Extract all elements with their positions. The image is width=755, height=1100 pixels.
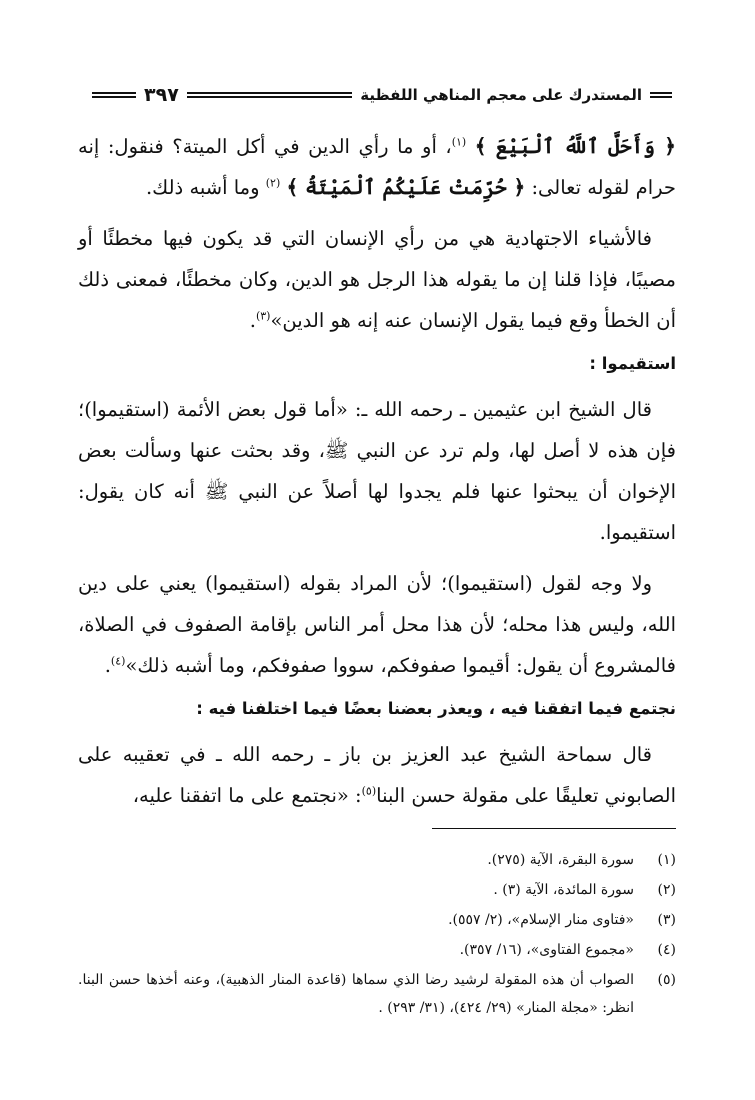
paragraph-2-text: فالأشياء الاجتهادية هي من رأي الإنسان التي قد يكون فيها مخطئًا أو مصيبًا، فإذا قلنا إن ما يقوله هذا الرجل هو الدين، وكان مخطئًا، فمعنى ذلك أن الخطأ وقع فيما يقول الإنسان عنه إنه هو الدين» [78,227,676,332]
footnote-separator [432,828,676,829]
paragraph-1-text-b: وما أشبه ذلك. [145,176,260,199]
footnote-item [78,936,676,964]
quran-verse-2: ﴿ حُرِّمَتْ عَلَيْكُمُ ٱلْمَيْتَةُ ﴾ [286,175,526,199]
footnote-text: الصواب أن هذه المقولة لرشيد رضا الذي سماها (قاعدة المنار الذهبية)، وعنه أخذها حسن البنا. انظر: «مجلة المنار» (٢٩/ ٤٢٤)، (٣١/ ٢٩٣) . [78,972,634,1016]
footnote-ref-5: (٥) [361,784,377,798]
paragraph-1 [78,126,676,208]
running-header [92,80,672,110]
paragraph-5-text-b: : «نجتمع على ما اتفقنا عليه، [132,784,362,807]
footnote-item [78,906,676,934]
footnotes [78,846,676,1024]
section-heading-2: نجتمع فيما اتفقنا فيه ، ويعذر بعضنا بعضًا فيما اختلفنا فيه : [196,699,676,718]
paragraph-2-end: . [249,309,256,332]
footnote-ref-2: (٢) [265,176,281,190]
footnote-text: «مجموع الفتاوى»، (١٦/ ٣٥٧). [459,942,634,958]
footnote-text: «فتاوى منار الإسلام»، (٢/ ٥٥٧). [448,912,634,928]
footnote-item [78,966,676,1022]
footnote-number: (٥) [657,972,676,988]
footnote-item [78,876,676,904]
header-rule-left [92,92,136,98]
footnote-ref-1: (١) [451,135,467,149]
footnote-number: (٢) [657,882,676,898]
header-rule-right [650,92,672,98]
footnote-ref-4: (٤) [110,654,126,668]
header-rule-middle [187,92,352,98]
footnote-ref-3: (٣) [255,309,271,323]
footnote-number: (١) [657,852,676,868]
header-title: المستدرك على معجم المناهي اللفظية [360,86,642,104]
page-number: ٣٩٧ [144,84,179,106]
paragraph-3-text: قال الشيخ ابن عثيمين ـ رحمه الله ـ: «أما قول بعض الأئمة (استقيموا)؛ فإن هذه لا أصل لها، ولم ترد عن النبي ﷺ، وقد بحثت عنها وسألت بعض الإخوان أن يبحثوا عنها فلم يجدوا لها أصلاً عن النبي ﷺ أنه كان يقول: استقيموا. [78,398,676,544]
paragraph-4-end: . [104,654,111,677]
paragraph-4 [78,563,676,686]
footnote-number: (٤) [657,942,676,958]
quran-verse-1: ﴿ وَأَحَلَّ ٱللَّهُ ٱلْبَيْعَ ﴾ [474,134,676,158]
paragraph-2 [78,218,676,341]
section-heading-1: استقيموا : [589,354,676,373]
main-text [78,126,676,826]
paragraph-4-text: ولا وجه لقول (استقيموا)؛ لأن المراد بقوله (استقيموا) يعني على دين الله، وليس هذا محله؛ لأن هذا محل أمر الناس بإقامة الصفوف في الصلاة، فالمشروع أن يقول: أقيموا صفوفكم، سووا صفوفكم، وما أشبه ذلك» [78,572,676,677]
paragraph-5 [78,734,676,816]
footnote-item [78,846,676,874]
footnote-text: سورة البقرة، الآية (٢٧٥). [487,852,634,868]
paragraph-1-text-a: ، أو ما رأي الدين في أكل الميتة؟ فنقول: إنه حرام لقوله تعالى: [78,135,676,199]
footnote-number: (٣) [657,912,676,928]
footnote-text: سورة المائدة، الآية (٣) . [493,882,634,898]
paragraph-5-text-a: قال سماحة الشيخ عبد العزيز بن باز ـ رحمه الله ـ في تعقيبه على الصابوني تعليقًا على مقولة حسن البنا [78,743,676,807]
paragraph-3 [78,389,676,553]
